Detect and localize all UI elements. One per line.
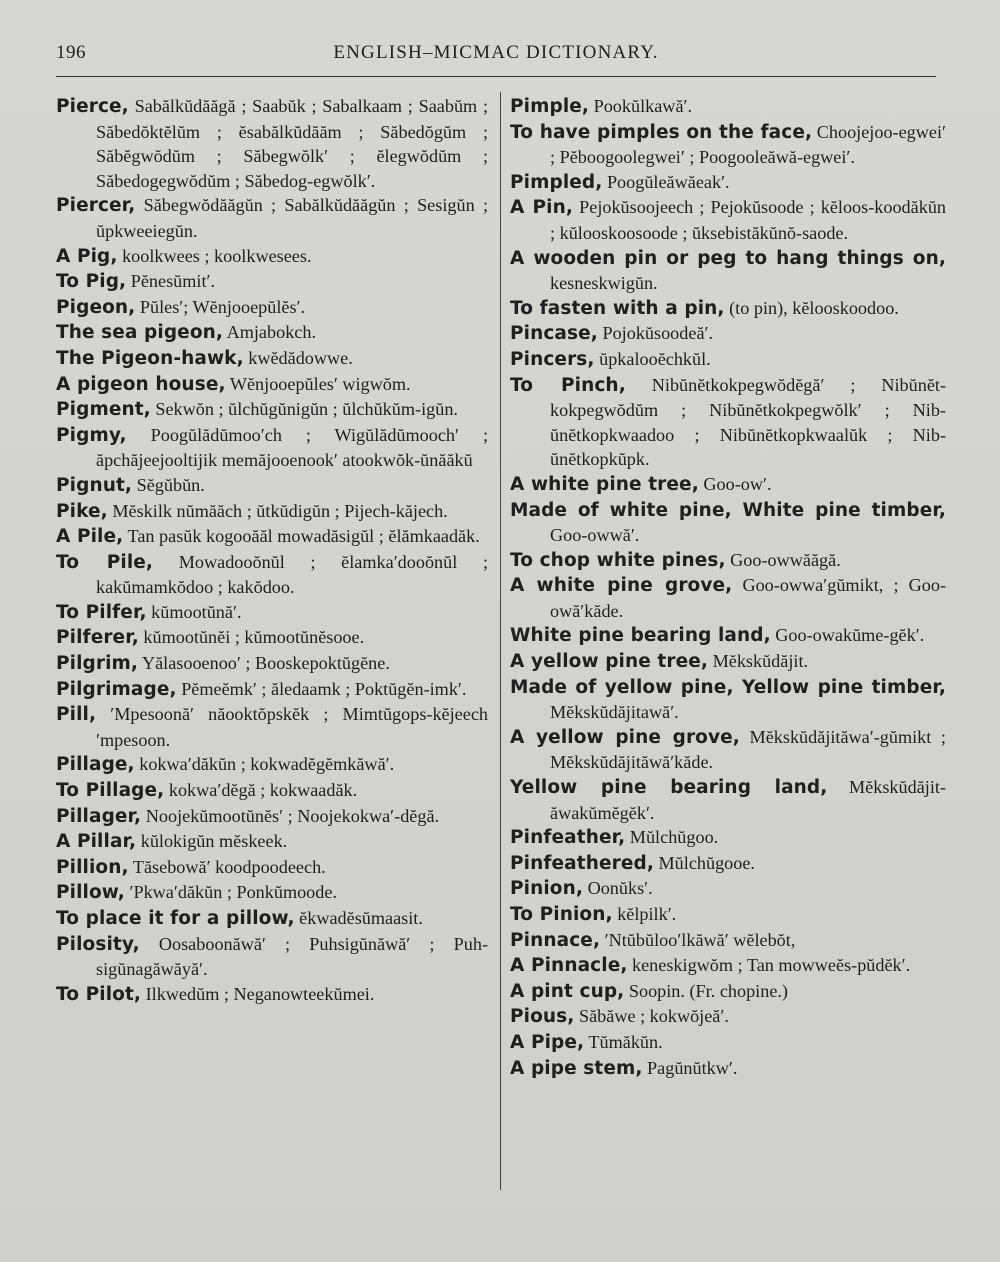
entry-definition: Goo-owakŭme-gĕk′.	[775, 625, 925, 646]
entry-headword: Pigment,	[56, 399, 151, 421]
header-rule	[56, 76, 936, 77]
entry-headword: Pillage,	[56, 754, 135, 776]
running-title: ENGLISH–MICMAC DICTIONARY.	[333, 42, 659, 63]
dictionary-entry	[510, 775, 946, 825]
dictionary-entry	[510, 94, 946, 120]
dictionary-entry	[56, 906, 488, 932]
entry-definition: ′Pkwa′dăkŭn ; Ponkŭmoode.	[129, 882, 337, 903]
entry-headword: Pike,	[56, 500, 108, 522]
entry-definition: Soopin. (Fr. chopine.)	[628, 980, 788, 1001]
dictionary-entry	[510, 876, 946, 902]
entry-headword: Pilferer,	[56, 627, 139, 649]
entry-headword: Made of white pine, White pine timber,	[510, 499, 946, 521]
entry-headword: To Pinion,	[510, 904, 613, 925]
entry-headword: The sea pigeon,	[56, 322, 224, 344]
entry-headword: Pill,	[56, 704, 97, 726]
entry-headword: Pillion,	[56, 856, 129, 878]
dictionary-entry	[56, 550, 488, 600]
entry-headword: To Pinch,	[510, 374, 626, 396]
dictionary-entry	[510, 498, 946, 548]
entry-definition: keneskigwŏm ; Tan mowweĕs-pŭdĕk′.	[632, 955, 911, 976]
dictionary-entry	[56, 625, 488, 651]
dictionary-entry	[56, 524, 488, 550]
entry-headword: A yellow pine grove,	[510, 726, 740, 748]
dictionary-entry	[510, 953, 946, 979]
entry-headword: A yellow pine tree,	[510, 651, 709, 673]
entry-definition: Oosaboonăwă′ ; Puhsigŭnăwă′ ; Puh-sigŭnagăwăyă′.	[96, 933, 488, 980]
dictionary-entry	[56, 829, 488, 855]
entry-definition: Tăsebowă′ koodpoodeech.	[132, 856, 326, 877]
entry-definition: ′Ntŭbŭloo′lkăwă′ wĕlebŏt,	[604, 929, 796, 950]
entry-headword: Piercer,	[56, 195, 136, 217]
entry-definition: Mowadooŏnŭl ; ĕlamka′dooŏnŭl ; kakŭmamkŏdoo ; kakŏdoo.	[96, 551, 488, 598]
dictionary-entry	[56, 269, 488, 295]
entry-headword: To place it for a pillow,	[56, 908, 295, 929]
dictionary-entry	[56, 473, 488, 499]
entry-definition: Goo-owwăăgă.	[730, 549, 841, 570]
dictionary-entry	[56, 702, 488, 752]
dictionary-entry	[510, 548, 946, 574]
entry-headword: Pignut,	[56, 474, 133, 496]
entry-definition: Ilkwedŭm ; Neganowteekŭmei.	[145, 983, 375, 1004]
dictionary-entry	[510, 1030, 946, 1056]
entry-headword: To Pig,	[56, 271, 127, 293]
dictionary-entry	[510, 1056, 946, 1082]
entry-definition: Wĕnjooepŭles′ wigwŏm.	[229, 373, 411, 394]
entry-definition: Mĕkskŭdăjităwa′-gŭmikt ; Mĕkskŭdăjităwă′kăde.	[550, 726, 946, 773]
entry-headword: To Pile,	[56, 551, 154, 573]
entry-definition: Mĕkskŭdăjit.	[712, 651, 809, 672]
entry-headword: To fasten with a pin,	[510, 297, 725, 319]
dictionary-entry	[510, 623, 946, 649]
entry-headword: A Pile,	[56, 526, 124, 548]
dictionary-entry	[510, 979, 946, 1005]
dictionary-entry	[510, 246, 946, 296]
dictionary-entry	[56, 651, 488, 677]
entry-definition: Amjabokch.	[226, 322, 316, 343]
entry-headword: Pinfeather,	[510, 827, 626, 849]
entry-headword: A pigeon house,	[56, 373, 226, 395]
entry-headword: A pint cup,	[510, 980, 625, 1002]
dictionary-entry	[56, 855, 488, 881]
entry-headword: Pimpled,	[510, 171, 603, 193]
dictionary-entry	[56, 600, 488, 626]
entry-definition: Pagŭnŭtkw′.	[647, 1057, 738, 1078]
entry-headword: The Pigeon-hawk,	[56, 347, 244, 369]
dictionary-entry	[510, 649, 946, 675]
dictionary-entry	[56, 193, 488, 243]
entry-definition: (to pin), kĕlooskoodoo.	[729, 297, 899, 318]
entry-headword: Pincase,	[510, 323, 598, 345]
entry-definition: Sĕgŭbŭn.	[136, 474, 205, 495]
entry-headword: Pierce,	[56, 96, 129, 117]
entry-headword: Made of yellow pine, Yellow pine timber,	[510, 676, 946, 698]
entry-headword: Pigeon,	[56, 296, 136, 318]
entry-definition: Pĕnesŭmit′.	[130, 271, 216, 292]
entry-definition: Choojejoo-egwei′ ; Pĕboogoolegwei′ ; Poogooleăwă-egwei′.	[550, 121, 947, 168]
dictionary-entry	[510, 195, 946, 245]
entry-definition: Mĕkskŭdăjitawă′.	[550, 702, 679, 723]
entry-headword: Pimple,	[510, 96, 590, 117]
dictionary-entry	[56, 244, 488, 270]
entry-definition: kŭmootŭnĕi ; kŭmootŭnĕsooe.	[143, 627, 365, 648]
entry-definition: Mŭlchŭgoo.	[629, 827, 719, 848]
entry-headword: Pinion,	[510, 878, 584, 900]
dictionary-entry	[510, 347, 946, 373]
entry-headword: A pipe stem,	[510, 1057, 643, 1079]
entry-definition: Mŭlchŭgooe.	[658, 852, 755, 873]
entry-headword: Pincers,	[510, 348, 595, 370]
entry-headword: To chop white pines,	[510, 549, 726, 571]
dictionary-entry	[56, 423, 488, 473]
dictionary-entry	[510, 472, 946, 498]
entry-headword: To Pilot,	[56, 983, 142, 1005]
entry-headword: A white pine grove,	[510, 575, 733, 597]
entry-definition: ŭpkalooĕchkŭl.	[599, 348, 711, 369]
entry-headword: A Pipe,	[510, 1031, 585, 1053]
column-divider	[500, 92, 501, 1190]
entry-definition: Săbegwŏdăăgŭn ; Sabălkŭdăăgŭn ; Sesigŭn ; ŭpkweeiegŭn.	[96, 195, 488, 241]
entry-headword: Pilosity,	[56, 933, 140, 955]
entry-definition: Poogŭlădŭmoo′ch ; Wigŭlădŭmooch′ ; ăpchăjeejooltijik memăjooenook′ atookwŏk-ŭnăăkŭ	[96, 424, 489, 471]
entry-definition: Yălasooenoo′ ; Booskepoktŭgĕne.	[141, 653, 390, 674]
entry-definition: kwĕdădowwe.	[248, 347, 353, 368]
dictionary-entry	[510, 725, 946, 775]
entry-definition: Pejokŭsoojeech ; Pejokŭsoode ; kĕloos-koodăkŭn ; kŭlooskoosoode ; ŭksebistăkŭnŏ-saode.	[550, 197, 947, 243]
dictionary-entry	[510, 170, 946, 196]
dictionary-entry	[510, 928, 946, 954]
dictionary-entry	[510, 902, 946, 928]
entry-headword: To have pimples on the face,	[510, 121, 813, 143]
dictionary-entry	[56, 499, 488, 525]
dictionary-entry	[56, 778, 488, 804]
entry-headword: A Pinnacle,	[510, 955, 628, 977]
entry-headword: A Pillar,	[56, 831, 137, 853]
entry-definition: Mĕkskŭdăjit-ăwakŭmĕgĕk′.	[550, 777, 946, 823]
entry-definition: kŭmootŭnă′.	[151, 601, 242, 622]
dictionary-entry	[56, 397, 488, 423]
entry-definition: Poogŭleăwăeak′.	[606, 171, 730, 192]
entry-headword: Pillow,	[56, 882, 125, 904]
entry-definition: Pojokŭsoodeă′.	[602, 323, 714, 344]
entry-headword: Pinnace,	[510, 929, 601, 951]
entry-definition: Pookŭlkawă′.	[593, 96, 693, 116]
dictionary-entry	[56, 677, 488, 703]
entry-headword: To Pilfer,	[56, 601, 147, 623]
entry-headword: A white pine tree,	[510, 473, 699, 495]
entry-definition: Mĕskilk nŭmăăch ; ŭtkŭdigŭn ; Pijech-kăjech.	[112, 500, 448, 521]
dictionary-entry	[56, 346, 488, 372]
entry-definition: Tan pasŭk kogooăăl mowadăsigŭl ; ĕlămkaadăk.	[127, 526, 480, 547]
dictionary-entry	[510, 573, 946, 623]
entry-headword: White pine bearing land,	[510, 625, 771, 647]
entry-headword: Pilgrimage,	[56, 678, 177, 700]
entry-headword: Yellow pine bearing land,	[510, 777, 828, 799]
dictionary-entry	[510, 825, 946, 851]
dictionary-entry	[56, 94, 488, 193]
entry-definition: Noojekŭmootŭnĕs′ ; Noojekokwa′-dĕgă.	[145, 805, 440, 826]
entry-definition: kŭlokigŭn mĕskeek.	[140, 831, 288, 852]
entry-definition: Săbăwe ; kokwŏjeă′.	[578, 1006, 729, 1027]
entry-headword: Pillager,	[56, 805, 142, 827]
entry-definition: Goo-owwă′.	[550, 525, 640, 546]
entry-definition: Goo-ow′.	[703, 473, 772, 494]
dictionary-entry	[510, 321, 946, 347]
dictionary-entry	[56, 804, 488, 830]
entry-headword: Pilgrim,	[56, 653, 139, 675]
dictionary-entry	[56, 932, 488, 982]
entry-headword: To Pillage,	[56, 780, 165, 802]
entry-definition: kokwa′dăkŭn ; kokwadĕgĕmkăwă′.	[139, 754, 395, 775]
entry-definition: kokwa′dĕgă ; kokwaadăk.	[168, 780, 358, 801]
entry-headword: Pinfeathered,	[510, 852, 654, 874]
entry-definition: ′Mpesoonă′ năooktŏpskĕk ; Mimtŭgops-kĕjeech ′mpesoon.	[96, 704, 488, 750]
entry-definition: Oonŭks′.	[587, 878, 653, 899]
entry-definition: Nibŭnĕtkokpegwŏdĕgă′ ; Nibŭnĕt-kokpegwŏdŭm ; Nibŭnĕtkokpegwŏlk′ ; Nib-ŭnĕtkopkwaadoo ; Nibŭnĕtkopkwaalŭk ; Nib-ŭnĕtkopkŭpk.	[550, 374, 946, 470]
entry-headword: A Pin,	[510, 197, 574, 219]
entry-definition: Sabălkŭdăăgă ; Saabŭk ; Sabalkaam ; Saabŭm ; Săbedŏktĕlŭm ; ĕsabălkŭdăăm ; Săbedŏgŭm ; Săbĕgwŏdŭm ; Săbegwŏlk′ ; ĕlegwŏdŭm ; Săbedogegwŏdŭm ; Săbedog-egwŏlk′.	[96, 96, 489, 191]
entry-definition: Pĕmeĕmk′ ; ăledaamk ; Poktŭgĕn-imk′.	[181, 678, 467, 699]
dictionary-entry	[56, 752, 488, 778]
entry-headword: A Pig,	[56, 245, 118, 267]
dictionary-entry	[56, 982, 488, 1008]
dictionary-entry	[510, 1004, 946, 1030]
dictionary-entry	[56, 880, 488, 906]
entry-definition: kĕlpilk′.	[617, 904, 677, 924]
dictionary-entry	[56, 320, 488, 346]
dictionary-entry	[56, 295, 488, 321]
entry-definition: Goo-owwa′gŭmikt, ; Goo-owă′kăde.	[550, 575, 947, 621]
page-number: 196	[56, 42, 86, 63]
right-column	[510, 94, 946, 1081]
dictionary-entry	[510, 675, 946, 725]
dictionary-entry	[510, 120, 946, 170]
entry-definition: ĕkwadĕsŭmaasit.	[299, 908, 423, 928]
entry-definition: Tŭmăkŭn.	[588, 1031, 663, 1052]
dictionary-entry	[56, 372, 488, 398]
dictionary-entry	[510, 373, 946, 472]
dictionary-entry	[510, 851, 946, 877]
entry-headword: Pious,	[510, 1006, 575, 1028]
entry-definition: Pŭles′; Wĕnjooepŭlĕs′.	[139, 296, 306, 317]
dictionary-entry	[510, 296, 946, 322]
page-header	[56, 42, 936, 70]
entry-definition: kesneskwigŭn.	[550, 273, 658, 294]
left-column	[56, 94, 488, 1007]
entry-headword: Pigmy,	[56, 424, 127, 446]
entry-headword: A wooden pin or peg to hang things on,	[510, 247, 946, 269]
entry-definition: Sekwŏn ; ŭlchŭgŭnigŭn ; ŭlchŭkŭm-igŭn.	[155, 399, 458, 420]
entry-definition: koolkwees ; koolkwesees.	[122, 245, 312, 266]
